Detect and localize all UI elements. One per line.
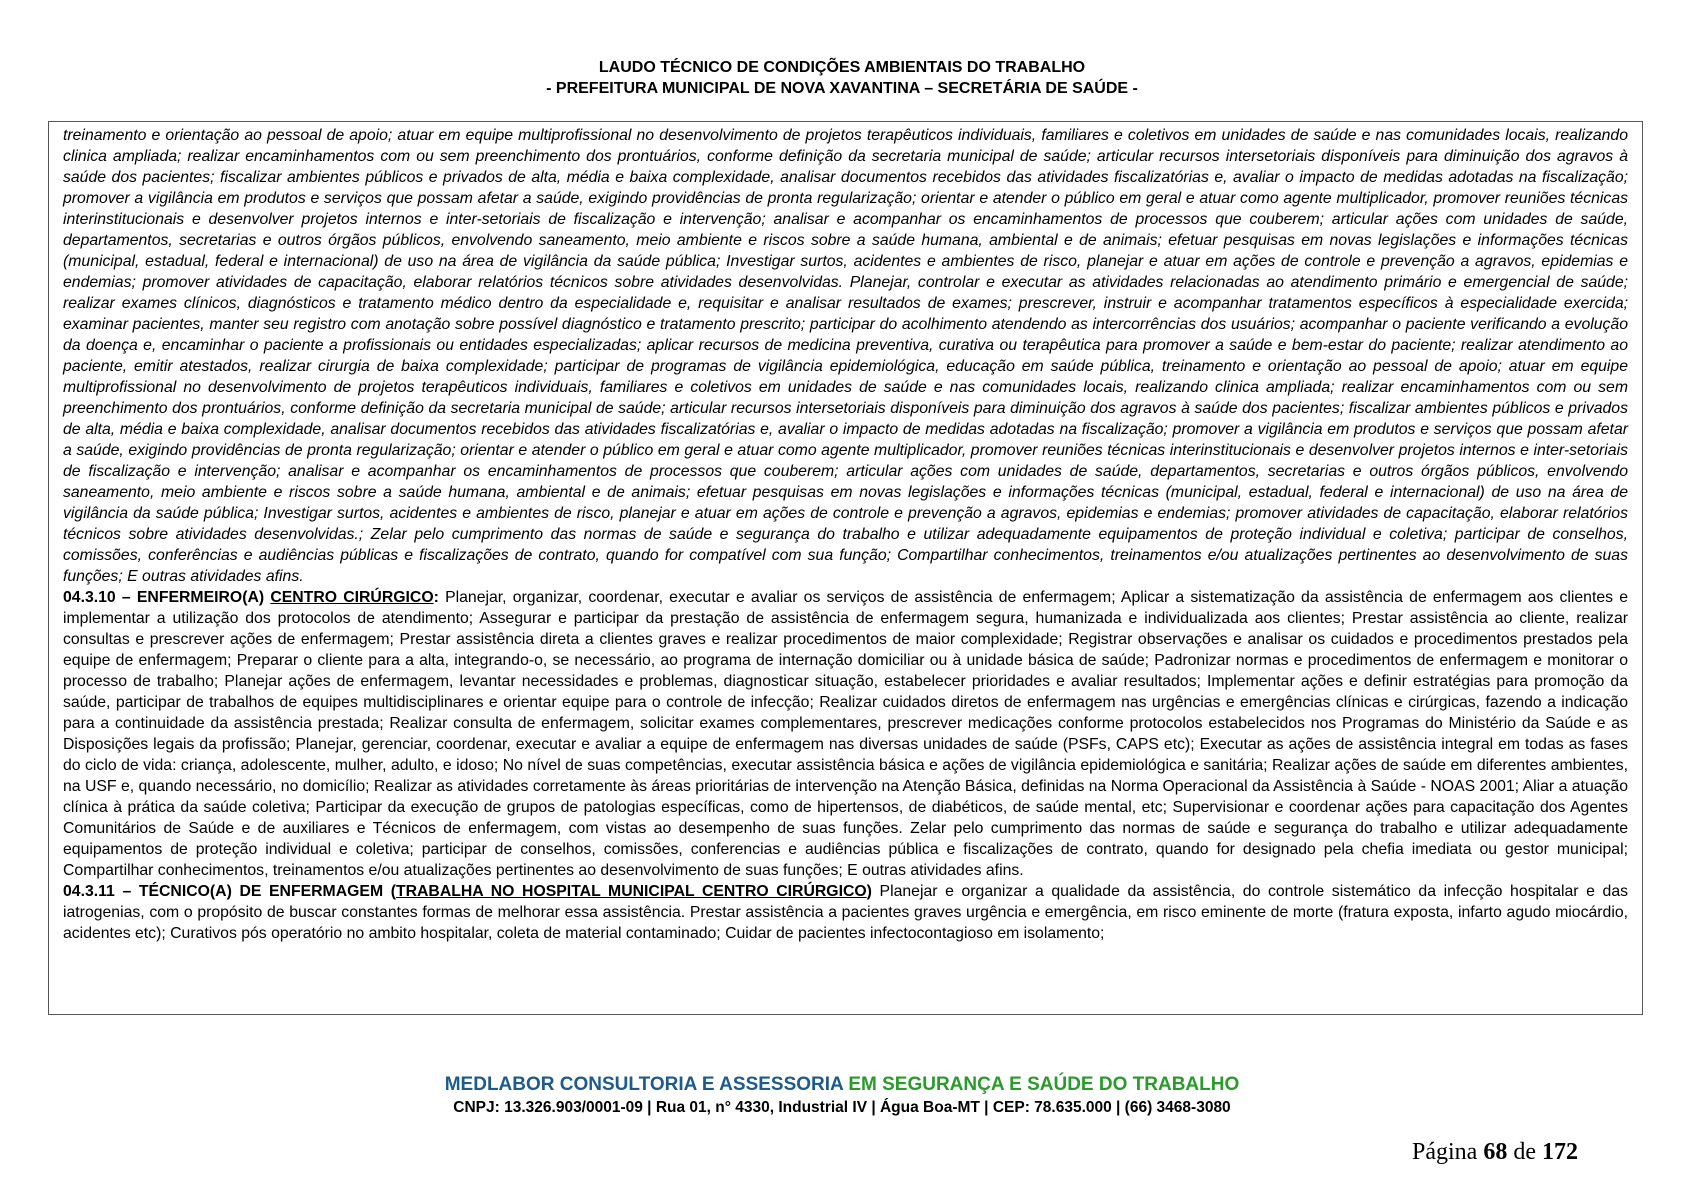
section-tecnico-suffix: ) bbox=[866, 883, 872, 900]
document-header bbox=[0, 57, 1684, 99]
page-of: de bbox=[1507, 1139, 1542, 1165]
section-enfermeiro bbox=[63, 587, 1628, 881]
section-enfermeiro-text: Planejar, organizar, coordenar, executar e avaliar os serviços de assistência de enfermagem; Aplicar a sistematização da assistência de enfermagem aos clientes e implementar a utilização dos protocolos de atendimento; Assegurar e participar da prestação de assistência de enfermagem segura, humanizada e individualizada aos clientes; Prestar assistência ao cliente, realizar consultas e prescrever ações de enfermagem; Prestar assistência direta a clientes graves e realizar procedimentos de maior complexidade; Registrar observações e analisar os cuidados e procedimentos prestados pela equipe de enfermagem; Preparar o cliente para a alta, integrando-o, se necessário, ao programa de internação domiciliar ou à unidade básica de saúde; Padronizar normas e procedimentos de enfermagem e monitorar o processo de trabalho; Planejar ações de enfermagem, levantar necessidades e problemas, diagnosticar situação, estabelecer prioridades e avaliar resultados; Implementar ações e definir estratégias para promoção da saúde, participar de trabalhos de equipes multidisciplinares e orientar equipe para o controle de infecção; Realizar cuidados diretos de enfermagem nas urgências e emergências clínicas e cirúrgicas, fazendo a indicação para a continuidade da assistência prestada; Realizar consulta de enfermagem, solicitar exames complementares, prescrever medicações conforme protocolos estabelecidos nos Programas do Ministério da Saúde e as Disposições legais da profissão; Planejar, gerenciar, coordenar, executar e avaliar a equipe de enfermagem nas diversas unidades de saúde (PSFs, CAPS etc); Executar as ações de assistência integral em todas as fases do ciclo de vida: criança, adolescente, mulher, adulto, e idoso; No nível de suas competências, executar assistência básica e ações de vigilância epidemiológica e sanitária; Realizar ações de saúde em diferentes ambientes, na USF e, quando necessário, no domicílio; Realizar as atividades corretamente às áreas prioritárias de intervenção na Atenção Básica, definidas na Norma Operacional da Assistência à Saúde - NOAS 2001; Aliar a atuação clínica à prática da saúde coletiva; Participar da execução de grupos de patologias específicas, como de hipertensos, de diabéticos, de saúde mental, etc; Supervisionar e coordenar ações para capacitação dos Agentes Comunitários de Saúde e de auxiliares e Técnicos de enfermagem, com vistas ao desempenho de suas funções. Zelar pelo cumprimento das normas de saúde e segurança do trabalho e utilizar adequadamente equipamentos de proteção individual e coletiva; participar de conselhos, comissões, conferencias e audiências pública e fiscalizações de contrato, quando for designado pela chefia imediata ou gestor municipal; Compartilhar conhecimentos, treinamentos e/ou atualizações pertinentes ao desenvolvimento de suas funções; E outras atividades afins. bbox=[63, 589, 1628, 879]
continuation-paragraph: treinamento e orientação ao pessoal de apoio; atuar em equipe multiprofissional no desenvolvimento de projetos terapêuticos individuais, familiares e coletivos em unidades de saúde e nas comunidades locais, realizando clinica ampliada; realizar encaminhamentos com ou sem preenchimento dos prontuários, conforme definição da secretaria municipal de saúde; articular recursos intersetoriais disponíveis para diminuição dos agravos à saúde dos pacientes; fiscalizar ambientes públicos e privados de alta, média e baixa complexidade, analisar documentos recebidos das atividades fiscalizatórias e, avaliar o impacto de medidas adotadas na fiscalização; promover a vigilância em produtos e serviços que possam afetar a saúde, exigindo providências de pronta regularização; orientar e atender o público em geral e atuar como agente multiplicador, promover reuniões técnicas interinstitucionais e desenvolver projetos internos e inter-setoriais de fiscalização e intervenção; analisar e acompanhar os encaminhamentos de processos que couberem; articular ações com unidades de saúde, departamentos, secretarias e outros órgãos públicos, envolvendo saneamento, meio ambiente e riscos sobre a saúde humana, ambiental e de animais; efetuar pesquisas em novas legislações e informações técnicas (municipal, estadual, federal e internacional) de uso na área de vigilância da saúde pública; Investigar surtos, acidentes e ambientes de risco, planejar e atuar em ações de controle e prevenção a agravos, epidemias e endemias; promover atividades de capacitação, elaborar relatórios técnicos sobre atividades desenvolvidas. Planejar, controlar e executar as atividades relacionadas ao atendimento primário e emergencial de saúde; realizar exames clínicos, diagnósticos e tratamento médico dentro da especialidade e, requisitar e analisar resultados de exames; prescrever, instruir e acompanhar tratamentos específicos à especialidade exercida; examinar pacientes, manter seu registro com anotação sobre possível diagnóstico e tratamento prescrito; participar do acolhimento atendendo as intercorrências dos usuários; acompanhar o paciente verificando a evolução da doença e, encaminhar o paciente a profissionais ou entidades especializadas; aplicar recursos de medicina preventiva, curativa ou terapêutica para promover a saúde e bem-estar do paciente; realizar atendimento ao paciente, emitir atestados, realizar cirurgia de baixa complexidade; participar de programas de vigilância epidemiológica, educação em saúde pública, treinamento e orientação ao pessoal de apoio; atuar em equipe multiprofissional no desenvolvimento de projetos terapêuticos individuais, familiares e coletivos em unidades de saúde e nas comunidades locais, realizando clinica ampliada; realizar encaminhamentos com ou sem preenchimento dos prontuários, conforme definição da secretaria municipal de saúde; articular recursos intersetoriais disponíveis para diminuição dos agravos à saúde dos pacientes; fiscalizar ambientes públicos e privados de alta, média e baixa complexidade, analisar documentos recebidos das atividades fiscalizatórias e, avaliar o impacto de medidas adotadas na fiscalização; promover a vigilância em produtos e serviços que possam afetar a saúde, exigindo providências de pronta regularização; orientar e atender o público em geral e atuar como agente multiplicador, promover reuniões técnicas interinstitucionais e desenvolver projetos internos e inter-setoriais de fiscalização e intervenção; analisar e acompanhar os encaminhamentos de processos que couberem; articular ações com unidades de saúde, departamentos, secretarias e outros órgãos públicos, envolvendo saneamento, meio ambiente e riscos sobre a saúde humana, ambiental e de animais; efetuar pesquisas em novas legislações e informações técnicas (municipal, estadual, federal e internacional) de uso na área de vigilância da saúde pública; Investigar surtos, acidentes e ambientes de risco, planejar e atuar em ações de controle e prevenção a agravos, epidemias e endemias; promover atividades de capacitação, elaborar relatórios técnicos sobre atividades desenvolvidas.; Zelar pelo cumprimento das normas de saúde e segurança do trabalho e utilizar adequadamente equipamentos de proteção individual e coletiva; participar de conselhos, comissões, conferências e audiências públicas e fiscalizações de contrato, quando for compatível com sua função; Compartilhar conhecimentos, treinamentos e/ou atualizações pertinentes ao desenvolvimento de suas funções; E outras atividades afins. bbox=[63, 127, 1628, 585]
page-number bbox=[1412, 1139, 1578, 1166]
header-title: LAUDO TÉCNICO DE CONDIÇÕES AMBIENTAIS DO TRABALHO bbox=[598, 59, 1086, 76]
section-tecnico-prefix: 04.3.11 – TÉCNICO(A) DE ENFERMAGEM ( bbox=[63, 883, 396, 900]
section-tecnico-underlined: TRABALHA NO HOSPITAL MUNICIPAL CENTRO CIRÚRGICO bbox=[395, 883, 867, 900]
section-tecnico bbox=[63, 881, 1628, 944]
section-tecnico-title bbox=[63, 883, 872, 900]
footer-address: CNPJ: 13.326.903/0001-09 | Rua 01, n° 4330, Industrial IV | Água Boa-MT | CEP: 78.635.000 | (66) 3468-3080 bbox=[453, 1099, 1231, 1116]
document-footer bbox=[0, 1073, 1684, 1119]
section-enfermeiro-underlined: CENTRO CIRÚRGICO bbox=[270, 589, 434, 606]
header-subtitle: - PREFEITURA MUNICIPAL DE NOVA XAVANTINA – SECRETÁRIA DE SAÚDE - bbox=[546, 80, 1138, 97]
page-current: 68 bbox=[1483, 1139, 1508, 1165]
page-label: Página bbox=[1412, 1139, 1484, 1165]
content-box bbox=[48, 121, 1643, 1015]
footer-company bbox=[0, 1073, 1684, 1097]
section-tecnico-text: Planejar e organizar a qualidade da assistência, do controle sistemático da infecção hospitalar e das iatrogenias, com o propósito de buscar constantes formas de melhorar essa assistência. Prestar assistência a pacientes graves urgência e emergência, em risco eminente de morte (fratura exposta, infarto agudo miocárdio, acidentes etc); Curativos pós operatório no ambito hospitalar, coleta de material contaminado; Cuidar de pacientes infectocontagioso em isolamento; bbox=[63, 883, 1629, 942]
section-enfermeiro-prefix: 04.3.10 – ENFERMEIRO(A) bbox=[63, 589, 271, 606]
footer-company-green: EM SEGURANÇA E SAÚDE DO TRABALHO bbox=[843, 1074, 1240, 1095]
footer-company-blue: MEDLABOR CONSULTORIA E ASSESSORIA bbox=[444, 1074, 844, 1095]
page-total: 172 bbox=[1542, 1139, 1578, 1165]
section-enfermeiro-title bbox=[63, 589, 439, 606]
section-enfermeiro-colon: : bbox=[433, 589, 439, 606]
